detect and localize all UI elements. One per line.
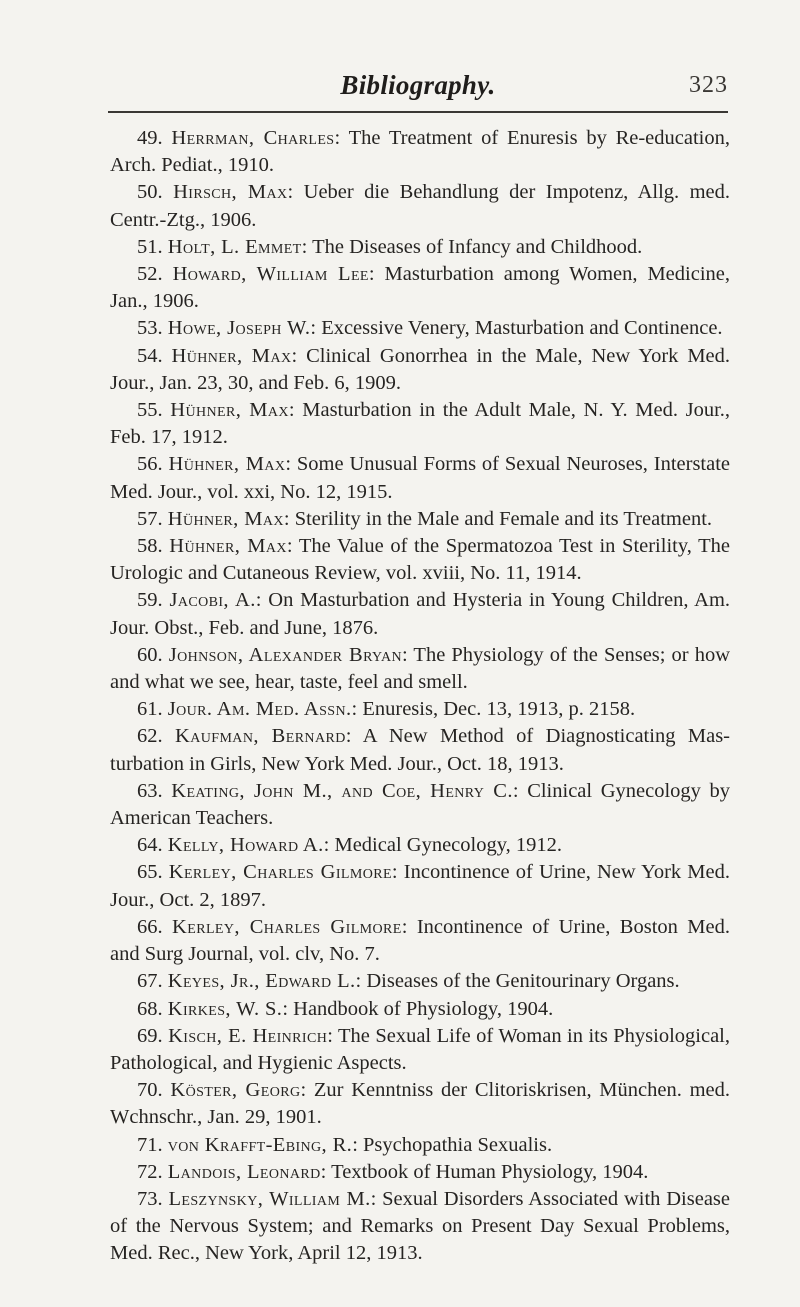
entry-author: Jour. Am. Med. Assn. xyxy=(167,698,352,721)
entry-number: 61. xyxy=(137,698,163,721)
entry-citation: Excessive Venery, Masturbation and Continence. xyxy=(321,317,723,340)
entry-author: Landois, Leonard xyxy=(167,1160,321,1183)
entry-citation: The Sexual Life of Woman in its Physiological, Pathological, and Hygienic Aspects. xyxy=(110,1024,730,1074)
entry-author: Jacobi, A. xyxy=(169,589,256,612)
entry-citation: Some Unusual Forms of Sexual Neuroses, Interstate Med. Jour., vol. xxi, No. 12, 1915. xyxy=(110,453,731,503)
entry-citation: The Diseases of Infancy and Childhood. xyxy=(312,235,643,258)
entry-author: Kelly, Howard A. xyxy=(167,834,324,857)
entry-number: 53. xyxy=(137,317,163,340)
bibliography-entry: 64. Kelly, Howard A.: Medical Gynecology, 1912. xyxy=(137,834,563,857)
entry-citation: Psychopathia Sexualis. xyxy=(363,1133,553,1156)
entry-citation: Clinical Gynecology by American Teachers. xyxy=(110,779,731,830)
entry-citation: Medical Gynecology, 1912. xyxy=(334,834,563,857)
entry-author: Hirsch, Max xyxy=(173,181,288,204)
entry-number: 54. xyxy=(137,344,163,367)
bibliography-entry: 59. Jacobi, A.: On Masturbation and Hysteria in Young Children, Am. Jour. Obst., Feb. and June, 1876. xyxy=(110,589,731,639)
bibliography-entry: 54. Hühner, Max: Clinical Gonorrhea in the Male, New York Med. Jour., Jan. 23, 30, and Feb. 6, 1909. xyxy=(110,344,731,394)
entry-citation: Textbook of Human Physiology, 1904. xyxy=(331,1160,649,1183)
entry-citation: Ueber die Behandlung der Impotenz, Allg. med. Centr.-Ztg., 1906. xyxy=(110,181,731,231)
entry-number: 55. xyxy=(137,399,163,422)
bibliography-entry: 70. Köster, Georg: Zur Kenntniss der Clitoriskrisen, München. med. Wchnschr., Jan. 29, 1901. xyxy=(110,1079,730,1129)
entry-author: Hühner, Max xyxy=(170,399,289,422)
entry-author: Holt, L. Emmet xyxy=(167,235,302,258)
entry-author: Köster, Georg xyxy=(170,1079,301,1102)
entry-citation: On Masturbation and Hysteria in Young Children, Am. Jour. Obst., Feb. and June, 1876. xyxy=(110,589,731,639)
entry-number: 69. xyxy=(137,1024,163,1047)
entry-citation: Diseases of the Genitourinary Organs. xyxy=(366,970,680,993)
entry-number: 57. xyxy=(137,507,163,530)
bibliography-entry: 61. Jour. Am. Med. Assn.: Enuresis, Dec. 13, 1913, p. 2158. xyxy=(137,698,636,721)
entry-number: 56. xyxy=(137,453,163,476)
entry-number: 67. xyxy=(137,970,163,993)
entry-citation: Handbook of Physiology, 1904. xyxy=(293,997,554,1020)
bibliography-list xyxy=(110,125,730,1268)
bibliography-entry: 71. von Krafft-Ebing, R.: Psychopathia Sexualis. xyxy=(137,1133,553,1156)
bibliography-entry: 73. Leszynsky, William M.: Sexual Disorders Associated with Disease of the Nervous System; and Remarks on Present Day Sexual Problems, Med. Rec., New York, April 12, 1913. xyxy=(110,1187,731,1265)
bibliography-entry: 51. Holt, L. Emmet: The Diseases of Infancy and Childhood. xyxy=(137,235,643,258)
entry-number: 50. xyxy=(137,181,163,204)
entry-author: Keyes, Jr., Edward L. xyxy=(167,970,356,993)
bibliography-entry: 62. Kaufman, Bernard: A New Method of Diagnosticating Masturbation in Girls, New York Med. Jour., Oct. 18, 1913. xyxy=(110,725,730,775)
entry-number: 71. xyxy=(137,1133,163,1156)
entry-author: Hühner, Max xyxy=(167,507,284,530)
entry-number: 49. xyxy=(137,127,163,149)
bibliography-entry: 58. Hühner, Max: The Value of the Spermatozoa Test in Sterility, The Urologic and Cutaneous Review, vol. xviii, No. 11, 1914. xyxy=(110,535,731,585)
bibliography-entry: 63. Keating, John M., and Coe, Henry C.: Clinical Gynecology by American Teachers. xyxy=(110,779,731,830)
entry-citation: A New Method of Diagnosticating Masturbation in Girls, New York Med. Jour., Oct. 18, 1913. xyxy=(110,725,730,775)
entry-citation: The Physiology of the Senses; or how and what we see, hear, taste, feel and smell. xyxy=(110,643,730,694)
entry-number: 63. xyxy=(137,779,163,802)
entry-author: Kaufman, Bernard xyxy=(175,725,346,748)
entry-author: Leszynsky, William M. xyxy=(168,1187,371,1210)
entry-number: 64. xyxy=(137,834,163,857)
entry-author: Hühner, Max xyxy=(171,344,292,367)
entry-author: Kirkes, W. S. xyxy=(167,997,283,1020)
bibliography-entry: 66. Kerley, Charles Gilmore: Incontinence of Urine, Boston Med. and Surg Journal, vol. clv, No. 7. xyxy=(110,915,730,966)
entry-citation: Zur Kenntniss der Clitoriskrisen, München. med. Wchnschr., Jan. 29, 1901. xyxy=(110,1079,730,1129)
entry-number: 65. xyxy=(137,861,163,884)
entry-number: 70. xyxy=(137,1079,163,1102)
entry-citation: Masturbation in the Adult Male, N. Y. Med. Jour., Feb. 17, 1912. xyxy=(110,399,731,449)
bibliography-entry: 72. Landois, Leonard: Textbook of Human Physiology, 1904. xyxy=(137,1160,649,1183)
entry-number: 72. xyxy=(137,1160,163,1183)
bibliography-entry: 69. Kisch, E. Heinrich: The Sexual Life of Woman in its Physiological, Pathological, and Hygienic Aspects. xyxy=(110,1024,730,1074)
entry-number: 52. xyxy=(137,263,163,286)
bibliography-entry: 56. Hühner, Max: Some Unusual Forms of Sexual Neuroses, Interstate Med. Jour., vol. xxi, No. 12, 1915. xyxy=(110,453,731,503)
entry-citation: The Treatment of Enuresis by Re-education, Arch. Pediat., 1910. xyxy=(110,127,730,177)
bibliography-entry: 55. Hühner, Max: Masturbation in the Adult Male, N. Y. Med. Jour., Feb. 17, 1912. xyxy=(110,399,731,449)
bibliography-entry: 65. Kerley, Charles Gilmore: Incontinence of Urine, New York Med. Jour., Oct. 2, 1897. xyxy=(110,861,731,911)
entry-citation: Masturbation among Women, Medicine, Jan., 1906. xyxy=(110,263,730,313)
entry-citation: Sexual Disorders Associated with Disease of the Nervous System; and Remarks on Present Day Sexual Problems, Med. Rec., New York, April 12, 1913. xyxy=(110,1187,731,1265)
bibliography-entry: 57. Hühner, Max: Sterility in the Male and Female and its Treatment. xyxy=(137,507,713,530)
entry-number: 68. xyxy=(137,997,163,1020)
entry-author: Hühner, Max xyxy=(168,453,286,476)
entry-number: 58. xyxy=(137,535,163,558)
entry-author: Hühner, Max xyxy=(169,535,287,558)
entry-citation: The Value of the Spermatozoa Test in Sterility, The Urologic and Cutaneous Review, vol. xviii, No. 11, 1914. xyxy=(110,535,731,585)
entry-citation: Incontinence of Urine, New York Med. Jour., Oct. 2, 1897. xyxy=(110,861,731,911)
entry-author: Kerley, Charles Gilmore xyxy=(172,915,402,938)
entry-number: 62. xyxy=(137,725,163,748)
entry-citation: Sterility in the Male and Female and its Treatment. xyxy=(294,507,713,530)
bibliography-entry: 67. Keyes, Jr., Edward L.: Diseases of the Genitourinary Organs. xyxy=(137,970,680,993)
page-number: 323 xyxy=(689,72,728,98)
bibliography-entry: 68. Kirkes, W. S.: Handbook of Physiology, 1904. xyxy=(137,997,554,1020)
header-rule xyxy=(108,111,728,113)
entry-citation: Enuresis, Dec. 13, 1913, p. 2158. xyxy=(362,698,636,721)
bibliography-entry: 52. Howard, William Lee: Masturbation among Women, Medicine, Jan., 1906. xyxy=(110,263,730,313)
entry-author: Keating, John M., and Coe, Henry C. xyxy=(171,779,513,802)
entry-author: Howard, William Lee xyxy=(172,263,369,286)
bibliography-entry: 60. Johnson, Alexander Bryan: The Physiology of the Senses; or how and what we see, hear, taste, feel and smell. xyxy=(110,643,730,694)
entry-number: 51. xyxy=(137,235,163,258)
bibliography-entry: 53. Howe, Joseph W.: Excessive Venery, Masturbation and Continence. xyxy=(137,317,723,340)
entry-number: 73. xyxy=(137,1187,163,1210)
bibliography-entry: 50. Hirsch, Max: Ueber die Behandlung der Impotenz, Allg. med. Centr.-Ztg., 1906. xyxy=(110,181,731,231)
entry-author: Johnson, Alexander Bryan xyxy=(168,643,403,666)
entry-author: Kerley, Charles Gilmore xyxy=(168,861,392,884)
entry-author: Howe, Joseph W. xyxy=(167,317,311,340)
running-head xyxy=(110,62,726,106)
entry-author: von Krafft-Ebing, R. xyxy=(167,1133,353,1156)
entry-author: Herrman, Charles xyxy=(171,127,335,149)
entry-author: Kisch, E. Heinrich xyxy=(168,1024,328,1047)
page-title: Bibliography. xyxy=(340,70,496,100)
entry-number: 66. xyxy=(137,915,163,938)
entry-number: 59. xyxy=(137,589,163,612)
bibliography-entry: 49. Herrman, Charles: The Treatment of Enuresis by Re-education, Arch. Pediat., 1910. xyxy=(110,127,730,177)
entry-citation: Incontinence of Urine, Boston Med. and Surg Journal, vol. clv, No. 7. xyxy=(110,915,730,966)
entry-citation: Clinical Gonorrhea in the Male, New York Med. Jour., Jan. 23, 30, and Feb. 6, 1909. xyxy=(110,344,731,394)
entry-number: 60. xyxy=(137,643,163,666)
